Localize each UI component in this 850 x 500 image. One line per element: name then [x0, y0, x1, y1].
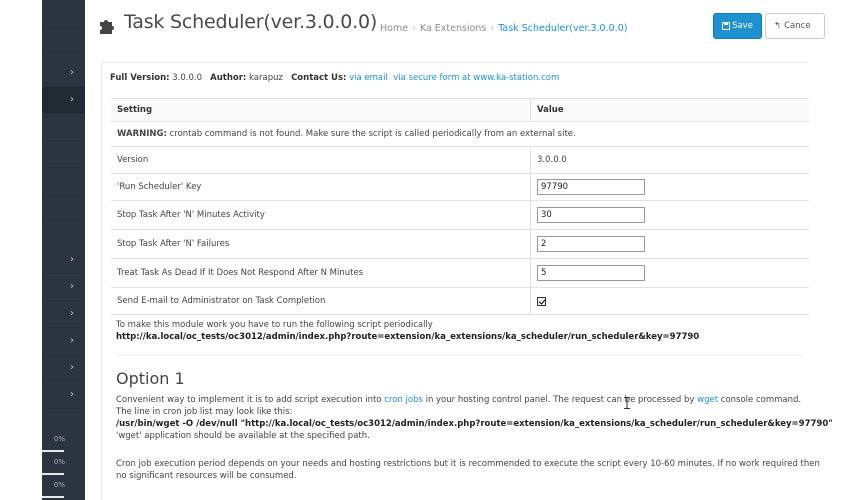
breadcrumb-current[interactable]: Task Scheduler(ver.3.0.0.0) — [498, 23, 628, 34]
sidebar-item-1[interactable] — [42, 0, 85, 27]
chevron-right-icon: › — [70, 67, 74, 78]
script-url: http://ka.local/oc_tests/oc3012/admin/index.php?route=extension/ka_extensions/ka_scheduler/run_scheduler&key=97790 — [116, 332, 700, 342]
page-header — [85, 0, 850, 55]
option-1-text: Convenient way to implement it is to add script execution into cron jobs in your hosting control panel. The request can be processed by wget console command. The line in cron job list may look like this: /usr/bin/wget -O /dev/null "http://ka.local/oc_tests/oc3012/admin/index.php?route=extension/ka_extensions/ka_scheduler/run_scheduler&key=97790" 'wget' application should be available at the specified path. — [116, 395, 833, 441]
warning-row: WARNING: crontab command is not found. Make sure the script is called periodically from an external site. — [111, 122, 809, 147]
send-email-checkbox[interactable] — [537, 297, 546, 306]
wget-link[interactable]: wget — [697, 395, 719, 405]
chevron-right-icon: › — [70, 389, 74, 400]
settings-table — [111, 98, 809, 315]
chevron-right-icon: › — [70, 94, 74, 105]
puzzle-icon — [98, 15, 118, 35]
chevron-right-icon: › — [70, 254, 74, 265]
page-title: Task Scheduler(ver.3.0.0.0) — [124, 11, 378, 33]
sidebar-item-3[interactable] — [42, 60, 85, 87]
option-1-heading: Option 1 — [116, 369, 185, 388]
breadcrumb: Home › Ka Extensions › Task Scheduler(ver.3.0.0.0) — [380, 23, 628, 34]
contact-email-link[interactable]: via email — [349, 73, 388, 83]
cron-jobs-link[interactable]: cron jobs — [384, 395, 423, 405]
progress-bar — [42, 473, 64, 475]
table-row-stop-minutes: Stop Task After 'N' Minutes Activity 30 — [111, 201, 809, 230]
sidebar-item-9[interactable] — [42, 247, 85, 274]
save-button[interactable]: Save — [713, 13, 762, 39]
sidebar-item-4[interactable] — [42, 87, 85, 114]
text-cursor-icon — [624, 397, 630, 409]
table-row-key: 'Run Scheduler' Key 97790 — [111, 174, 809, 201]
chevron-right-icon: › — [70, 362, 74, 373]
sidebar-item-13[interactable] — [42, 355, 85, 382]
scheduler-key-input[interactable]: 97790 — [537, 179, 645, 195]
sidebar-item-12[interactable] — [42, 328, 85, 355]
contact-form-link[interactable]: via secure form at www.ka-station.com — [393, 73, 560, 83]
extension-info: Full Version: 3.0.0.0 Author: karapuz Contact Us: via email via secure form at www.ka-station.com — [110, 73, 560, 83]
sidebar-item-14[interactable] — [42, 382, 85, 409]
table-row-version: Version 3.0.0.0 — [111, 147, 809, 174]
breadcrumb-home[interactable]: Home — [380, 23, 409, 34]
divider — [116, 355, 802, 356]
chevron-right-icon: › — [70, 308, 74, 319]
sidebar — [42, 0, 85, 500]
stop-failures-input[interactable]: 2 — [537, 236, 645, 252]
chevron-right-icon: › — [70, 335, 74, 346]
sidebar-item-11[interactable] — [42, 301, 85, 328]
progress-item: 0% — [42, 476, 85, 498]
chevron-right-icon: › — [70, 281, 74, 292]
sidebar-item-8[interactable] — [42, 195, 85, 222]
table-header: Setting Value — [111, 98, 809, 122]
progress-item: 0% — [42, 430, 85, 452]
table-row-send-email: Send E-mail to Administrator on Task Completion — [111, 288, 809, 315]
progress-item: 0% — [42, 453, 85, 475]
left-blank — [0, 0, 42, 500]
sidebar-item-5[interactable] — [42, 114, 85, 141]
instructions-intro: To make this module work you have to run the following script periodically http://ka.local/oc_tests/oc3012/admin/index.php?route=extension/ka_extensions/ka_scheduler/run_scheduler&key=97790 — [116, 320, 700, 342]
dead-minutes-input[interactable]: 5 — [537, 265, 645, 281]
sidebar-item-6[interactable] — [42, 141, 85, 168]
breadcrumb-ka-extensions[interactable]: Ka Extensions — [419, 23, 487, 34]
cron-line: /usr/bin/wget -O /dev/null "http://ka.local/oc_tests/oc3012/admin/index.php?route=extension/ka_extensions/ka_scheduler/run_scheduler&key=97790" — [116, 419, 833, 429]
progress-bar — [42, 496, 64, 498]
sidebar-item-7[interactable] — [42, 168, 85, 195]
sidebar-item-10[interactable] — [42, 274, 85, 301]
table-row-stop-failures: Stop Task After 'N' Failures 2 — [111, 230, 809, 259]
stop-minutes-input[interactable]: 30 — [537, 207, 645, 223]
save-icon — [722, 22, 730, 30]
period-text: Cron job execution period depends on your needs and hosting restrictions but it is recommended to execute the script every 10-60 minutes. If no work required then no significant resources will be consumed. — [116, 459, 820, 481]
sidebar-item-2[interactable] — [42, 27, 85, 54]
reply-icon: ↰ — [774, 21, 782, 31]
content-panel — [101, 62, 833, 500]
cancel-button[interactable]: ↰ Cance — [765, 13, 825, 39]
progress-bar — [42, 450, 64, 452]
table-row-dead-minutes: Treat Task As Dead If It Does Not Respond After N Minutes 5 — [111, 259, 809, 288]
